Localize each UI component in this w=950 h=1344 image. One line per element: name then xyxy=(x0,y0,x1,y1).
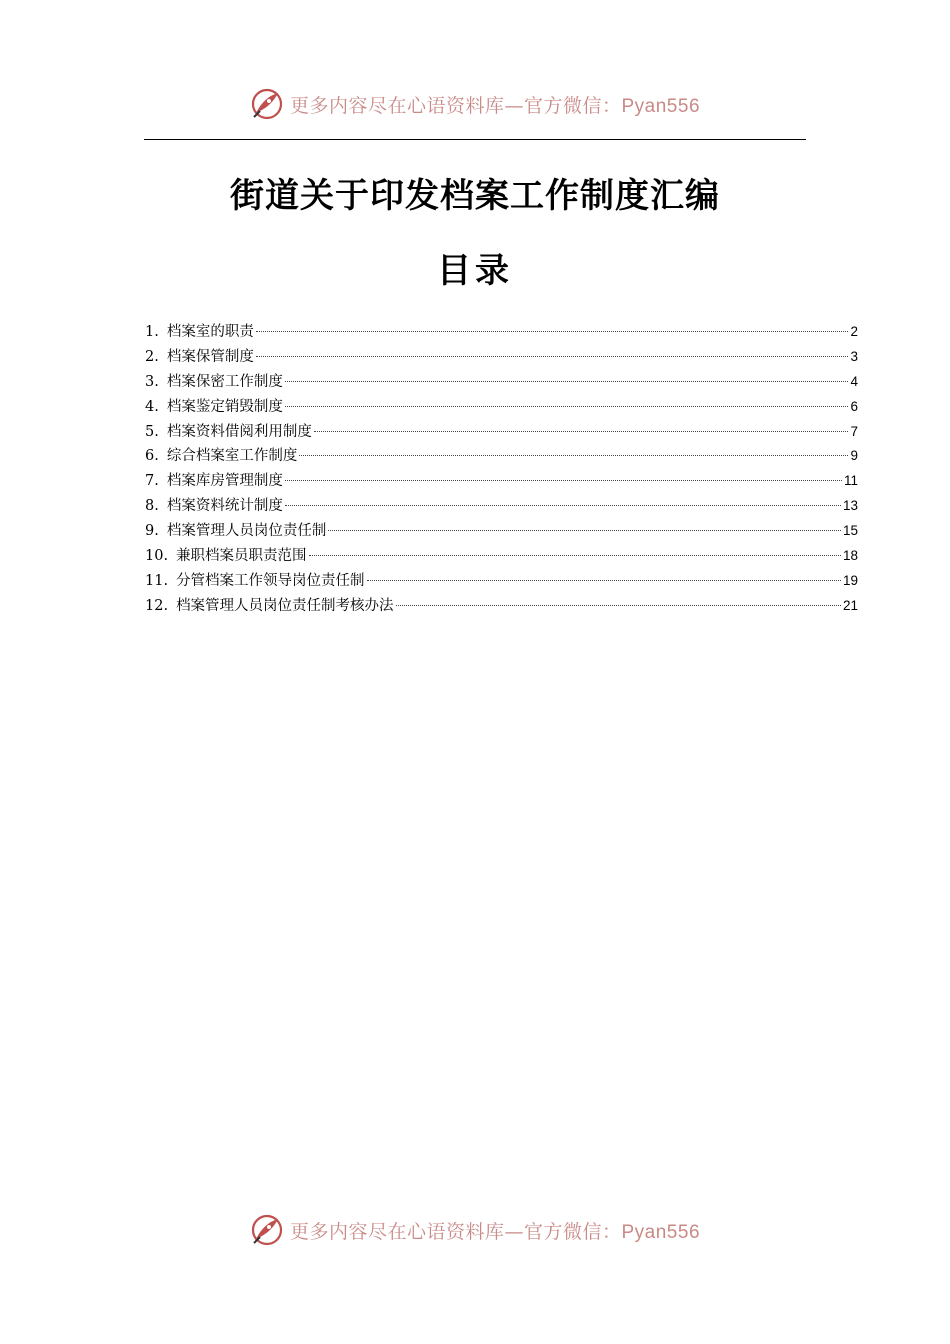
toc-item-page: 13 xyxy=(842,498,858,514)
toc-item[interactable] xyxy=(144,395,858,420)
footer-banner-text xyxy=(290,1217,700,1244)
toc-item-number: 3. xyxy=(145,373,159,390)
toc-heading: 目录 xyxy=(437,251,513,291)
toc-item-label: 综合档案室工作制度 xyxy=(166,448,298,465)
toc-item-label: 分管档案工作领导岗位责任制 xyxy=(176,572,365,589)
toc-item-label: 档案管理人员岗位责任制 xyxy=(166,523,327,540)
toc-item[interactable] xyxy=(144,569,858,594)
toc-dot-leader xyxy=(299,455,848,456)
toc-item-page: 6 xyxy=(850,398,858,414)
toc-dot-leader xyxy=(285,505,841,506)
toc-dot-leader xyxy=(314,431,849,432)
toc-dot-leader xyxy=(309,555,841,556)
toc-item-label: 档案保管制度 xyxy=(166,348,254,365)
table-of-contents xyxy=(144,320,858,619)
header-divider xyxy=(144,139,806,140)
footer-banner xyxy=(0,1210,950,1250)
toc-item-page: 3 xyxy=(850,348,858,364)
pen-nib-logo-icon xyxy=(250,87,284,121)
toc-dot-leader xyxy=(367,580,841,581)
toc-item-label: 档案室的职责 xyxy=(166,324,254,340)
header-banner-wechat-id: Pyan556 xyxy=(621,95,701,117)
toc-item-number: 2. xyxy=(145,348,159,365)
toc-item-page: 4 xyxy=(850,373,858,389)
header-banner xyxy=(0,84,950,124)
toc-item[interactable] xyxy=(144,469,858,494)
toc-item[interactable] xyxy=(144,594,858,619)
toc-item-number: 5. xyxy=(145,423,159,440)
toc-item[interactable] xyxy=(144,444,858,469)
toc-item[interactable] xyxy=(144,544,858,569)
toc-item-label: 档案库房管理制度 xyxy=(166,473,283,490)
toc-item[interactable] xyxy=(144,370,858,395)
toc-item[interactable] xyxy=(144,345,858,370)
toc-dot-leader xyxy=(396,605,841,606)
toc-item-label: 档案资料统计制度 xyxy=(166,498,283,515)
toc-item-number: 4. xyxy=(145,398,159,415)
footer-banner-label: 更多内容尽在心语资料库—官方微信： xyxy=(289,1220,622,1243)
toc-dot-leader xyxy=(256,356,849,357)
toc-item-label: 兼职档案员职责范围 xyxy=(176,548,307,565)
toc-item-label: 档案鉴定销毁制度 xyxy=(166,398,283,415)
toc-item-label: 档案管理人员岗位责任制考核办法 xyxy=(176,597,394,614)
toc-item[interactable] xyxy=(144,494,858,519)
toc-item[interactable] xyxy=(144,420,858,445)
toc-item-page: 15 xyxy=(842,523,858,539)
toc-item-page: 9 xyxy=(850,448,858,464)
toc-dot-leader xyxy=(285,381,849,382)
toc-item-number: 12. xyxy=(145,597,169,614)
toc-item-number: 10. xyxy=(145,548,169,565)
toc-item-number: 11. xyxy=(145,572,169,589)
toc-item-page: 11 xyxy=(843,473,858,489)
toc-dot-leader xyxy=(328,530,841,531)
pen-nib-logo-icon xyxy=(250,1213,284,1247)
toc-item-page: 21 xyxy=(842,597,858,613)
toc-item-number: 1. xyxy=(145,324,159,340)
header-banner-text xyxy=(290,91,700,118)
header-banner-label: 更多内容尽在心语资料库—官方微信： xyxy=(289,94,622,117)
toc-item-page: 7 xyxy=(850,423,858,439)
toc-dot-leader xyxy=(285,406,849,407)
toc-item-page: 18 xyxy=(842,548,858,564)
toc-item-number: 8. xyxy=(145,498,159,515)
toc-item-page: 19 xyxy=(842,572,858,588)
toc-item-number: 7. xyxy=(145,473,159,490)
footer-banner-wechat-id: Pyan556 xyxy=(621,1221,701,1243)
toc-dot-leader xyxy=(256,331,849,332)
toc-item-label: 档案资料借阅利用制度 xyxy=(166,423,312,440)
toc-item-number: 9. xyxy=(145,523,159,540)
toc-item-number: 6. xyxy=(145,448,159,465)
toc-item[interactable] xyxy=(144,519,858,544)
toc-item-label: 档案保密工作制度 xyxy=(166,373,283,390)
toc-dot-leader xyxy=(285,480,842,481)
toc-item-page: 2 xyxy=(850,324,858,339)
toc-item[interactable] xyxy=(144,320,858,345)
document-title: 街道关于印发档案工作制度汇编 xyxy=(230,176,720,216)
